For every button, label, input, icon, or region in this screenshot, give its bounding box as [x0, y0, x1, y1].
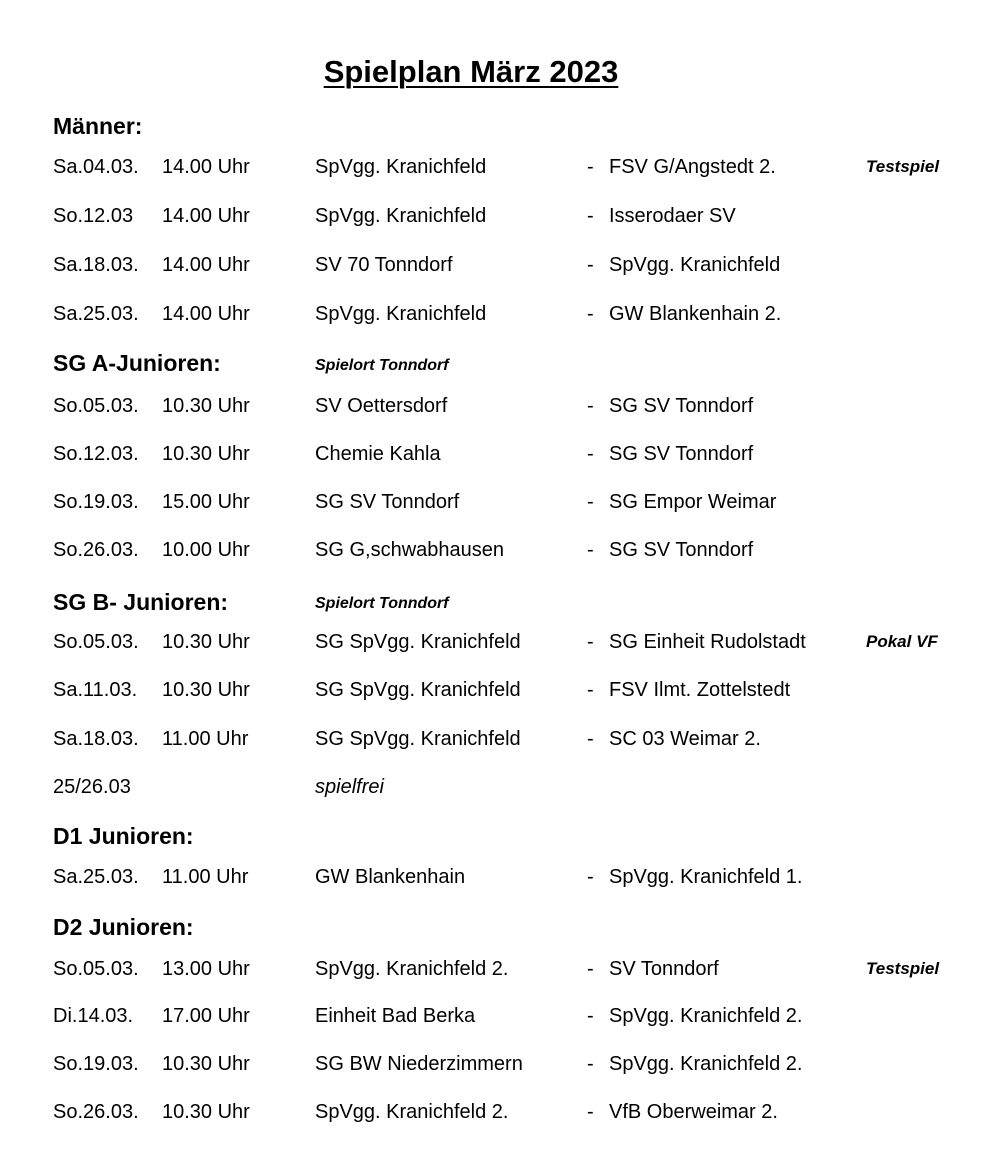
home-team: SpVgg. Kranichfeld	[315, 205, 487, 227]
vs-dash: -	[587, 156, 594, 178]
match-date: Sa.18.03.	[53, 728, 139, 750]
vs-dash: -	[587, 631, 594, 653]
match-time: 14.00 Uhr	[162, 303, 250, 325]
vs-dash: -	[587, 1053, 594, 1075]
match-time: 15.00 Uhr	[162, 491, 250, 513]
table-row	[0, 299, 1000, 329]
table-row	[0, 152, 1000, 182]
match-date: So.19.03.	[53, 1053, 139, 1075]
page-title: Spielplan März 2023	[323, 54, 619, 89]
home-team: Chemie Kahla	[315, 443, 441, 465]
table-row	[0, 250, 1000, 280]
away-team: SG Einheit Rudolstadt	[609, 631, 806, 653]
match-date: So.26.03.	[53, 539, 139, 561]
match-date: So.05.03.	[53, 958, 139, 980]
away-team: SG SV Tonndorf	[609, 443, 754, 465]
away-team: VfB Oberweimar 2.	[609, 1101, 778, 1123]
home-team: SG G,schwabhausen	[315, 539, 504, 561]
away-team: Isserodaer SV	[609, 205, 736, 227]
match-time: 10.00 Uhr	[162, 539, 250, 561]
match-date: Sa.25.03.	[53, 866, 139, 888]
vs-dash: -	[587, 254, 594, 276]
away-team: SV Tonndorf	[609, 958, 719, 980]
away-team: SpVgg. Kranichfeld 2.	[609, 1005, 803, 1027]
vs-dash: -	[587, 1101, 594, 1123]
match-time: 14.00 Uhr	[162, 156, 250, 178]
table-row	[0, 535, 1000, 565]
away-team: SpVgg. Kranichfeld	[609, 254, 781, 276]
match-time: 10.30 Uhr	[162, 631, 250, 653]
home-team: SG SpVgg. Kranichfeld	[315, 631, 521, 653]
home-team: SG BW Niederzimmern	[315, 1053, 523, 1075]
table-row	[0, 954, 1000, 984]
away-team: SG Empor Weimar	[609, 491, 777, 513]
section-heading: SG B- Junioren:	[53, 589, 229, 615]
home-team: SV Oettersdorf	[315, 395, 448, 417]
home-team: SG SpVgg. Kranichfeld	[315, 728, 521, 750]
home-team: Einheit Bad Berka	[315, 1005, 476, 1027]
match-time: 13.00 Uhr	[162, 958, 250, 980]
vs-dash: -	[587, 539, 594, 561]
home-team: SpVgg. Kranichfeld	[315, 156, 487, 178]
table-row	[0, 772, 1000, 802]
vs-dash: -	[587, 443, 594, 465]
match-time: 11.00 Uhr	[162, 728, 249, 750]
match-note: Testspiel	[866, 157, 940, 176]
match-date: So.12.03.	[53, 443, 139, 465]
section-heading: D1 Junioren:	[53, 823, 194, 849]
vs-dash: -	[587, 395, 594, 417]
match-date: Sa.11.03.	[53, 679, 138, 701]
table-row	[0, 1001, 1000, 1031]
section-note: Spielort Tonndorf	[315, 595, 449, 612]
vs-dash: -	[587, 303, 594, 325]
table-row	[0, 675, 1000, 705]
match-note: Pokal VF	[866, 632, 938, 651]
home-team: SpVgg. Kranichfeld 2.	[315, 958, 509, 980]
match-date: Sa.18.03.	[53, 254, 139, 276]
away-team: SG SV Tonndorf	[609, 539, 754, 561]
match-time: 10.30 Uhr	[162, 443, 250, 465]
table-row	[0, 627, 1000, 657]
match-note: Testspiel	[866, 959, 940, 978]
vs-dash: -	[587, 1005, 594, 1027]
match-time: 10.30 Uhr	[162, 1101, 250, 1123]
away-team: SpVgg. Kranichfeld 2.	[609, 1053, 803, 1075]
match-time: 11.00 Uhr	[162, 866, 249, 888]
home-team: GW Blankenhain	[315, 866, 466, 888]
table-row	[0, 1097, 1000, 1127]
match-date: So.05.03.	[53, 395, 139, 417]
match-time: 10.30 Uhr	[162, 1053, 250, 1075]
match-time: 14.00 Uhr	[162, 254, 250, 276]
vs-dash: -	[587, 491, 594, 513]
table-row	[0, 439, 1000, 469]
match-date: So.12.03	[53, 205, 134, 227]
match-date: 25/26.03	[53, 776, 131, 798]
vs-dash: -	[587, 679, 594, 701]
match-time: 17.00 Uhr	[162, 1005, 250, 1027]
home-team: SG SV Tonndorf	[315, 491, 460, 513]
table-row	[0, 391, 1000, 421]
section-note: Spielort Tonndorf	[315, 357, 449, 374]
section-heading: Männer:	[53, 113, 143, 139]
match-date: So.26.03.	[53, 1101, 139, 1123]
match-date: Di.14.03.	[53, 1005, 134, 1027]
table-row	[0, 1049, 1000, 1079]
home-team: SV 70 Tonndorf	[315, 254, 453, 276]
match-time: 10.30 Uhr	[162, 679, 250, 701]
match-time: 14.00 Uhr	[162, 205, 250, 227]
away-team: GW Blankenhain 2.	[609, 303, 782, 325]
away-team: FSV G/Angstedt 2.	[609, 156, 776, 178]
table-row	[0, 862, 1000, 892]
home-team: SpVgg. Kranichfeld 2.	[315, 1101, 509, 1123]
away-team: SpVgg. Kranichfeld 1.	[609, 866, 803, 888]
away-team: SG SV Tonndorf	[609, 395, 754, 417]
home-team: spielfrei	[315, 776, 384, 798]
section-heading: D2 Junioren:	[53, 914, 194, 940]
match-date: Sa.25.03.	[53, 303, 139, 325]
away-team: FSV Ilmt. Zottelstedt	[609, 679, 791, 701]
table-row	[0, 487, 1000, 517]
vs-dash: -	[587, 205, 594, 227]
match-time: 10.30 Uhr	[162, 395, 250, 417]
match-date: So.19.03.	[53, 491, 139, 513]
match-date: So.05.03.	[53, 631, 139, 653]
away-team: SC 03 Weimar 2.	[609, 728, 761, 750]
section-heading: SG A-Junioren:	[53, 350, 221, 376]
home-team: SpVgg. Kranichfeld	[315, 303, 487, 325]
vs-dash: -	[587, 728, 594, 750]
match-date: Sa.04.03.	[53, 156, 139, 178]
table-row	[0, 201, 1000, 231]
home-team: SG SpVgg. Kranichfeld	[315, 679, 521, 701]
vs-dash: -	[587, 958, 594, 980]
vs-dash: -	[587, 866, 594, 888]
table-row	[0, 724, 1000, 754]
